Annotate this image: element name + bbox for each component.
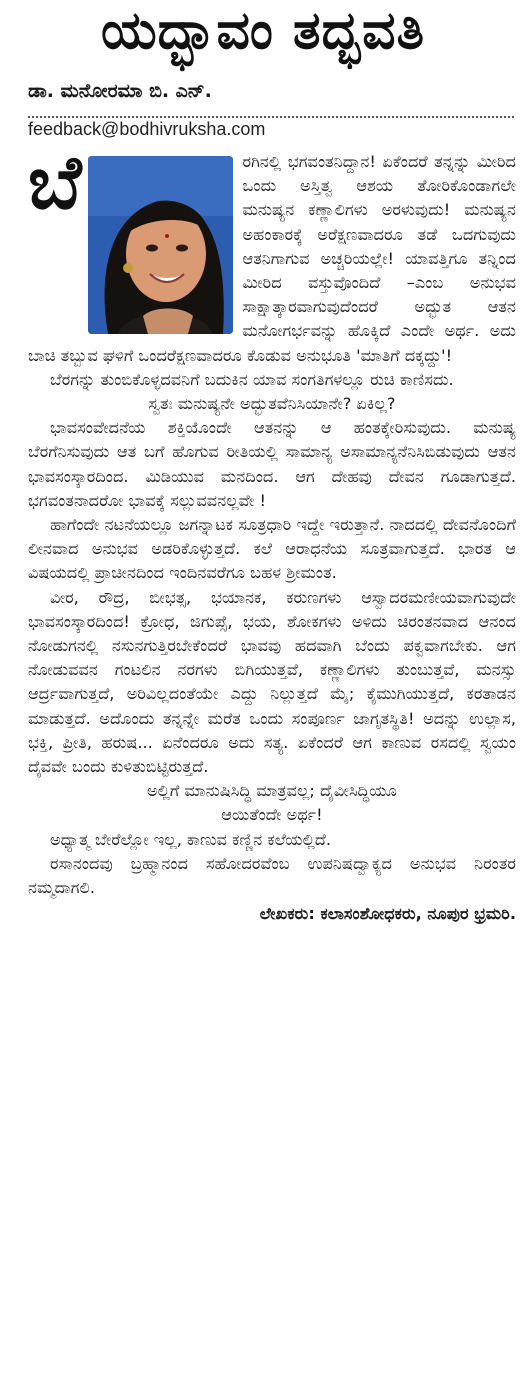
paragraph-4: ಹಾಗೆಂದೇ ನಟನೆಯಲ್ಲೂ ಜಗನ್ನಾಟಕ ಸೂತ್ರಧಾರಿ ಇದ್ದೇ ಇರುತ್ತಾನೆ. ನಾದದಲ್ಲಿ ದೇವನೊಂದಿಗೆ ಲೀನವಾದ ಅನುಭವ ಅಡರಿಕೊಳ್ಳುತ್ತದೆ. ಕಲೆ ಆರಾಧನೆಯ ಸೂತ್ರವಾಗುತ್ತದೆ. ಭಾರತ ಆ ವಿಷಯದಲ್ಲಿ ಪ್ರಾಚೀನದಿಂದ ಇಂದಿನವರೆಗೂ ಬಹಳ ಶ್ರೀಮಂತ. [28, 515, 516, 583]
paragraph-2: ಬೆರಗನ್ನು ತುಂಬಿಕೊಳ್ಳದವನಿಗೆ ಬದುಕಿನ ಯಾವ ಸಂಗತಿಗಳಲ್ಲೂ ರುಚಿ ಕಾಣಿಸದು. [50, 369, 454, 389]
author-signature: ಲೇಖಕರು: ಕಲಾಸಂಶೋಧಕರು, ನೂಪುರ ಭ್ರಮರಿ. [259, 904, 516, 924]
paragraph-7: ರಸಾನಂದವು ಬ್ರಹ್ಮಾನಂದ ಸಹೋದರವೆಂಬ ಉಪನಿಷದ್ವಾಕ್ಯದ ಅನುಭವ ನಿರಂತರ ನಮ್ಮದಾಗಲಿ. [28, 853, 516, 898]
pull-quote-2a: ಅಲ್ಲಿಗೆ ಮಾನುಷಿಸಿದ್ಧಿ ಮಾತ್ರವಲ್ಲ; ದೈವೀಸಿದ್ಧಿಯೂ [147, 781, 397, 801]
pull-quote-1: ಸ್ವತಃ ಮನುಷ್ಯನೇ ಅದ್ಭುತವೆನಿಸಿಯಾನೇ? ಏಕಿಲ್ಲ? [148, 394, 396, 414]
paragraph-6: ಅಧ್ಯಾತ್ಮ ಬೇರೆಲ್ಲೋ ಇಲ್ಲ, ಕಾಣುವ ಕಣ್ಣಿನ ಕಲೆಯಲ್ಲಿದೆ. [50, 829, 332, 849]
author-portrait-image [88, 156, 233, 334]
intro-text: ರಗಿನಲ್ಲಿ ಭಗವಂತನಿದ್ದಾನ! ಏಕೆಂದರೆ ತನ್ನನ್ನು ಮೀರಿದ ಒಂದು ಅಸ್ತಿತ್ವ ಆಶಯ ತೋರಿಕೊಂಡಾಗಲೇ ಮನುಷ್ಯನ ಕಣ್ಣಾಲಿಗಳು ಅರಳುವುದು! ಮನುಷ್ಯನ ಅಹಂಕಾರಕ್ಕೆ ಅರೆಕ್ಷಣವಾದರೂ ತಡೆ ಒದಗುವುದು ಆತನಿಗಾಗುವ ಅಚ್ಚರಿಯಲ್ಲೇ! ಯಾವತ್ತಿಗೂ ತನ್ನಿಂದ ಮೀರಿದ ವಸ್ತುವೊಂದಿದೆ –ಎಂಬ ಅನುಭವ ಸಾಕ್ಷಾತ್ಕಾರವಾಗುವುದೆಂದರೆ ಅದ್ಭುತ ಆತನ ಮನೋಗರ್ಭವನ್ನು ಹೊಕ್ಕಿದೆ ಎಂದೇ ಅರ್ಥ. ಅದು ಬಾಚಿ ತಬ್ಬುವ ಘಳಿಗೆ ಒಂದರೆಕ್ಷಣವಾದರೂ ಕೊಡುವ ಅನುಭೂತಿ 'ಮಾತಿಗೆ ದಕ್ಕದ್ದು'! [28, 152, 516, 365]
paragraph-5: ವೀರ, ರೌದ್ರ, ಬೀಭತ್ಸ, ಭಯಾನಕ, ಕರುಣಗಳು ಆಸ್ವಾದರಮಣೀಯವಾಗುವುದೇ ಭಾವಸಂಸ್ಕಾರದಿಂದ! ಕ್ರೋಧ, ಜಿಗುಪ್ಸೆ, ಭಯ, ಶೋಕಗಳು ಅಳಿದು ಚಿರಂತನವಾದ ಆನಂದ ನೋಡುಗನಲ್ಲಿ ನಸುನಗುತ್ತಿರಬೇಕೆಂದರೆ ಭಾವವು ಹದವಾಗಿ ಬೆಂದು ಪಕ್ವವಾಗಬೇಕು. ಆಗ ನೋಡುವವನ ಗಂಟಲಿನ ನರಗಳು ಬಿಗಿಯುತ್ತವೆ, ಕಣ್ಣಾಲಿಗಳು ತುಂಬುತ್ತವೆ, ಮನಸ್ಸು ಆರ್ದ್ರವಾಗುತ್ತದೆ, ಅರಿವಿಲ್ಲದಂತೆಯೇ ಎದ್ದು ನಿಲ್ಲುತ್ತದೆ ಮೈ; ಕೈಮುಗಿಯುತ್ತದೆ, ಕರತಾಡನ ಮಾಡುತ್ತದೆ. ಅದೊಂದು ತನ್ನನ್ನೇ ಮರೆತ ಒಂದು ಸಂಪೂರ್ಣ ಜಾಗೃತಸ್ಥಿತಿ! ಅದನ್ನು ಉಲ್ಲಾಸ, ಭಕ್ತಿ, ಪ್ರೀತಿ, ಹರುಷ... ಏನೆಂದರೂ ಅದು ಸತ್ಯ. ಏಕೆಂದರೆ ಆಗ ಕಾಣುವ ರಸದಲ್ಲಿ ಸ್ವಯಂ ದೈವವೇ ಬಂದು ಕುಳಿತುಬಿಟ್ಟಿರುತ್ತದೆ. [28, 587, 516, 777]
article-title: ಯದ್ಭಾವಂ ತದ್ಭವತಿ [100, 1, 426, 61]
drop-cap: ಬೆ [28, 140, 82, 226]
divider [28, 116, 514, 118]
article-body [28, 140, 516, 927]
paragraph-3: ಭಾವಸಂವೇದನೆಯ ಶಕ್ತಿಯೊಂದೇ ಆತನನ್ನು ಆ ಹಂತಕ್ಕೇರಿಸುವುದು. ಮನುಷ್ಯ ಬೆರಗೆನಿಸುವುದು ಆತ ಬಗೆ ಹೊಗುವ ರೀತಿಯಲ್ಲಿ ಸಾಮಾನ್ಯ ಅಸಾಮಾನ್ಯನೆನಿಸಿಬಿಡುವುದು ಆತನ ಭಾವಸಂಸ್ಕಾರದಿಂದ. ಮಿಡಿಯುವ ಮನದಿಂದ. ಆಗ ದೇಹವು ದೇವನ ಗೂಡಾಗುತ್ತದೆ. ಭಗವಂತನಾದರೋ ಭಾವಕ್ಕೆ ಸಲ್ಲುವವನಲ್ಲವೇ ! [28, 418, 516, 510]
author-name: ಡಾ. ಮನೋರಮಾ ಬಿ. ಎನ್. [28, 80, 212, 102]
intro-paragraph [28, 140, 516, 368]
feedback-email[interactable]: feedback@bodhivruksha.com [28, 119, 266, 139]
pull-quote-2b: ಆಯಿತೆಂದೇ ಅರ್ಥ! [221, 805, 323, 825]
author-photo [88, 156, 233, 334]
